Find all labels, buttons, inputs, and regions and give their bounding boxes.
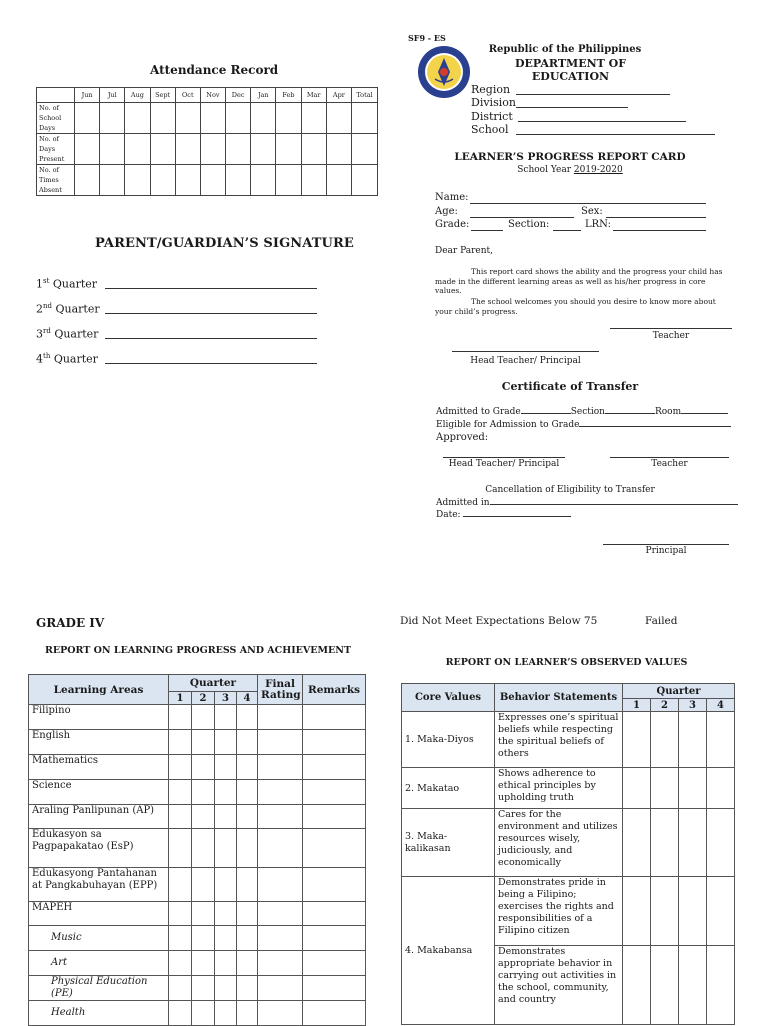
learning-area-row [29,780,366,805]
quarter-grade-cell[interactable] [237,951,258,976]
final-rating-cell[interactable] [258,902,303,926]
transfer-teacher-label: Teacher [651,459,688,469]
quarter-label: 3rd Quarter [36,327,99,341]
learning-area-name: Araling Panlipunan (AP) [29,805,169,829]
quarter-grade-cell[interactable] [215,829,237,868]
learning-areas-body [29,705,366,1026]
section-label: Section: [508,219,550,230]
quarter-grade-cell[interactable] [215,951,237,976]
eligible-label: Eligible for Admission to Grade [436,420,580,430]
learning-area-row [29,1001,366,1026]
admitted-in-row [436,498,738,508]
quarter-label: 4th Quarter [36,352,98,366]
transfer-section-field[interactable] [605,413,655,414]
month-header: Jun [75,88,100,103]
attendance-row-label: No. of Times Absent [37,165,75,196]
values-quarter-number: 2 [651,699,679,712]
month-header: Feb [276,88,301,103]
quarter-grade-cell[interactable] [215,730,237,755]
attendance-cell[interactable] [352,134,378,165]
quarter-grade-cell[interactable] [237,829,258,868]
head-teacher-label: Head Teacher/ Principal [470,356,581,366]
division-field[interactable] [516,107,628,108]
division-label: Division [471,96,516,109]
quarter-grade-cell[interactable] [169,780,192,805]
quarter-number: 3 [215,692,237,705]
signature-line[interactable] [105,338,317,339]
month-header: Aug [125,88,150,103]
region-field[interactable] [516,94,670,95]
month-header: Jan [251,88,276,103]
final-rating-cell[interactable] [258,705,303,730]
quarter-grade-cell[interactable] [215,705,237,730]
dear-parent: Dear Parent, [435,246,493,256]
remarks-cell[interactable] [303,951,366,976]
room-field[interactable] [681,413,728,414]
quarter-grade-cell[interactable] [237,755,258,780]
attendance-cell[interactable] [200,165,225,196]
learning-area-row [29,730,366,755]
attendance-header-row [37,88,378,103]
attendance-cell[interactable] [251,103,276,134]
transfer-section-label: Section [570,407,605,417]
quarter-grade-cell[interactable] [169,1001,192,1026]
final-rating-cell[interactable] [258,755,303,780]
final-rating-cell[interactable] [258,951,303,976]
grade-label: Grade: [435,219,470,230]
values-rating-cell[interactable] [679,712,707,768]
quarter-grade-cell[interactable] [215,805,237,829]
district-label: District [471,110,513,123]
core-value-row [402,877,735,946]
values-rating-cell[interactable] [623,768,651,809]
form-code: SF9 - ES [408,33,446,43]
teacher-signature-line[interactable] [610,328,732,329]
attendance-cell[interactable] [301,134,326,165]
learning-area-row [29,755,366,780]
eligible-row [436,420,731,430]
republic-heading: Republic of the Philippines [488,44,642,55]
transfer-head-signature-line[interactable] [443,457,565,458]
attendance-cell[interactable] [175,134,200,165]
quarter-grade-cell[interactable] [192,805,215,829]
final-rating-cell[interactable] [258,780,303,805]
attendance-cell[interactable] [352,165,378,196]
quarter-grade-cell[interactable] [215,868,237,902]
final-rating-cell[interactable] [258,805,303,829]
month-header: Sept [150,88,175,103]
section-field[interactable] [553,230,581,231]
final-rating-cell[interactable] [258,926,303,951]
attendance-cell[interactable] [352,103,378,134]
teacher-label: Teacher [652,331,690,341]
quarter-grade-cell[interactable] [237,805,258,829]
month-header: Oct [175,88,200,103]
attendance-cell[interactable] [175,165,200,196]
remarks-cell[interactable] [303,1001,366,1026]
values-rating-cell[interactable] [623,877,651,946]
cancellation-title: Cancellation of Eligibility to Transfer [485,485,655,495]
school-field[interactable] [516,134,715,135]
grade-level: GRADE IV [36,616,105,630]
quarter-grade-cell[interactable] [192,926,215,951]
learning-area-row [29,976,366,1001]
quarter-grade-cell[interactable] [237,705,258,730]
approved-label: Approved: [436,432,489,443]
month-header: Total [352,88,378,103]
values-rating-cell[interactable] [651,712,679,768]
quarter-label: 2nd Quarter [36,302,100,316]
learning-area-name: Filipino [29,705,169,730]
district-field[interactable] [518,121,686,122]
learning-areas-table [28,674,366,1026]
sex-field[interactable] [606,217,706,218]
remarks-cell[interactable] [303,730,366,755]
school-year-label: School Year [517,165,571,175]
quarter-grade-cell[interactable] [169,829,192,868]
quarter-grade-cell[interactable] [237,926,258,951]
letter-paragraph-2: The school welcomes you should you desire to know more about your child’s progress. [435,297,716,316]
month-header: Jul [100,88,125,103]
core-values-header: Core Values [402,684,495,712]
values-rating-cell[interactable] [651,946,679,1025]
remarks-cell[interactable] [303,829,366,868]
values-rating-cell[interactable] [651,809,679,877]
behavior-statements-header: Behavior Statements [495,684,623,712]
core-values-body [402,712,735,1025]
lrn-field[interactable] [613,230,706,231]
month-header: Dec [226,88,251,103]
attendance-table [36,87,378,196]
attendance-cell[interactable] [226,103,251,134]
school-label: School [471,123,509,136]
learning-area-name: English [29,730,169,755]
core-value-row [402,809,735,877]
quarter-grade-cell[interactable] [169,868,192,902]
age-field[interactable] [470,217,574,218]
school-year-value: 2019-2020 [573,165,623,175]
learning-area-name: Health [29,1001,169,1026]
learning-area-name: Mathematics [29,755,169,780]
quarter-grade-cell[interactable] [215,902,237,926]
quarter-grade-cell[interactable] [169,705,192,730]
values-rating-cell[interactable] [679,946,707,1025]
quarter-grade-cell[interactable] [237,902,258,926]
learning-area-name: Edukasyong Pantahanan at Pangkabuhayan (EPP) [29,868,169,902]
quarter-grade-cell[interactable] [192,755,215,780]
sex-label: Sex: [581,206,603,217]
attendance-cell[interactable] [150,165,175,196]
quarter-grade-cell[interactable] [215,976,237,1001]
values-rating-cell[interactable] [651,768,679,809]
signature-line[interactable] [105,313,317,314]
learning-area-name: MAPEH [29,902,169,926]
attendance-cell[interactable] [276,165,301,196]
legend-descriptor: Did Not Meet Expectations [400,615,545,627]
values-rating-cell[interactable] [707,809,735,877]
quarter-number: 1 [169,692,192,705]
quarter-grade-cell[interactable] [237,868,258,902]
attendance-row [37,165,378,196]
attendance-cell[interactable] [326,134,351,165]
quarter-grade-cell[interactable] [192,902,215,926]
letter-paragraph-1: This report card shows the ability and the progress your child has made in the different learning areas as well as his/her progress in core values. [435,267,723,295]
quarter-grade-cell[interactable] [215,1001,237,1026]
core-value-name: 4. Makabansa [402,877,495,1025]
core-value-name: 1. Maka-Diyos [402,712,495,768]
attendance-cell[interactable] [175,103,200,134]
quarter-grade-cell[interactable] [192,976,215,1001]
attendance-cell[interactable] [125,165,150,196]
remarks-cell[interactable] [303,755,366,780]
admitted-in-label: Admitted in [436,498,490,508]
remarks-cell[interactable] [303,780,366,805]
remarks-cell[interactable] [303,902,366,926]
learning-area-name: Edukasyon sa Pagpapakatao (EsP) [29,829,169,868]
attendance-cell[interactable] [251,165,276,196]
behavior-statement: Shows adherence to ethical principles by upholding truth [495,768,623,809]
attendance-title: Attendance Record [150,63,279,77]
attendance-cell[interactable] [125,134,150,165]
month-header: Mar [301,88,326,103]
final-rating-header: Final Rating [258,675,303,705]
final-rating-cell[interactable] [258,730,303,755]
lrn-label: LRN: [585,219,611,230]
attendance-row [37,134,378,165]
month-header: Apr [326,88,351,103]
values-quarter-number: 4 [707,699,735,712]
attendance-cell[interactable] [326,165,351,196]
quarter-grade-cell[interactable] [192,1001,215,1026]
attendance-cell[interactable] [125,103,150,134]
quarter-grade-cell[interactable] [237,730,258,755]
values-rating-cell[interactable] [623,946,651,1025]
quarter-grade-cell[interactable] [215,780,237,805]
learning-area-row [29,829,366,868]
head-signature-line[interactable] [452,351,599,352]
values-quarter-number: 3 [679,699,707,712]
attendance-cell[interactable] [200,134,225,165]
attendance-cell[interactable] [75,103,100,134]
attendance-cell[interactable] [75,134,100,165]
transfer-teacher-signature-line[interactable] [610,457,729,458]
admitted-grade-field[interactable] [521,413,571,414]
quarter-grade-cell[interactable] [169,926,192,951]
transfer-head-label: Head Teacher/ Principal [448,459,560,469]
learning-area-name: Science [29,780,169,805]
department-heading: DEPARTMENT OF EDUCATION [514,57,627,83]
behavior-statement: Demonstrates pride in being a Filipino; exercises the rights and responsibilities of a Filipino citizen [495,877,623,946]
grade-field[interactable] [471,230,503,231]
remarks-cell[interactable] [303,705,366,730]
final-rating-cell[interactable] [258,976,303,1001]
quarter-grade-cell[interactable] [237,1001,258,1026]
core-value-row [402,712,735,768]
quarter-number: 4 [237,692,258,705]
quarter-grade-cell[interactable] [192,730,215,755]
values-rating-cell[interactable] [623,712,651,768]
transfer-title: Certificate of Transfer [501,380,639,393]
values-report-title: REPORT ON LEARNER’S OBSERVED VALUES [445,657,688,668]
learning-areas-header: Learning Areas [29,675,169,705]
learning-area-name: Music [29,926,169,951]
principal-signature-line[interactable] [603,544,729,545]
quarter-grade-cell[interactable] [215,926,237,951]
learning-area-name: Art [29,951,169,976]
values-rating-cell[interactable] [679,768,707,809]
eligible-grade-field[interactable] [579,426,731,427]
date-field[interactable] [463,516,571,517]
final-rating-cell[interactable] [258,868,303,902]
principal-label: Principal [645,546,687,556]
core-value-row [402,768,735,809]
quarter-grade-cell[interactable] [237,780,258,805]
remarks-header: Remarks [303,675,366,705]
deped-seal-icon [417,45,471,99]
values-rating-cell[interactable] [707,946,735,1025]
parent-signature-title: PARENT/GUARDIAN’S SIGNATURE [95,236,354,251]
quarter-grade-cell[interactable] [192,951,215,976]
learning-area-row [29,951,366,976]
room-label: Room [654,407,682,417]
attendance-cell[interactable] [251,134,276,165]
attendance-cell[interactable] [301,165,326,196]
report-card-title: LEARNER’S PROGRESS REPORT CARD [454,151,686,163]
core-values-table [401,683,735,1025]
attendance-cell[interactable] [75,165,100,196]
signature-line[interactable] [105,288,317,289]
attendance-cell[interactable] [276,103,301,134]
age-label: Age: [435,206,458,217]
behavior-statement: Expresses one’s spiritual beliefs while respecting the spiritual beliefs of others [495,712,623,768]
values-rating-cell[interactable] [707,768,735,809]
attendance-cell[interactable] [226,165,251,196]
learning-area-row [29,805,366,829]
values-rating-cell[interactable] [707,712,735,768]
name-field[interactable] [470,203,706,204]
remarks-cell[interactable] [303,805,366,829]
values-rating-cell[interactable] [679,809,707,877]
admitted-to-grade [436,407,728,417]
attendance-row-label: No. of School Days [37,103,75,134]
attendance-cell[interactable] [226,134,251,165]
quarter-grade-cell[interactable] [237,976,258,1001]
learning-report-title: REPORT ON LEARNING PROGRESS AND ACHIEVEMENT [44,645,352,656]
attendance-cell[interactable] [326,103,351,134]
behavior-statement: Demonstrates appropriate behavior in carrying out activities in the school, community, and country [495,946,623,1025]
final-rating-cell[interactable] [258,829,303,868]
attendance-cell[interactable] [301,103,326,134]
attendance-cell[interactable] [100,165,125,196]
school-year [445,165,695,175]
quarter-grade-cell[interactable] [192,829,215,868]
quarter-grade-cell[interactable] [169,755,192,780]
attendance-cell[interactable] [100,103,125,134]
legend-remark: Failed [645,615,678,627]
learning-area-row [29,868,366,902]
quarter-grade-cell[interactable] [169,805,192,829]
name-label: Name: [435,192,469,203]
remarks-cell[interactable] [303,868,366,902]
admitted-label: Admitted to Grade [436,407,521,417]
quarter-grade-cell[interactable] [215,755,237,780]
legend-range: Below 75 [548,615,598,627]
core-value-name: 2. Makatao [402,768,495,809]
core-value-name: 3. Maka-kalikasan [402,809,495,877]
date-row [436,510,571,520]
attendance-row-label: No. of Days Present [37,134,75,165]
quarter-grade-cell[interactable] [192,780,215,805]
quarter-grade-cell[interactable] [192,868,215,902]
remarks-cell[interactable] [303,926,366,951]
attendance-row [37,103,378,134]
learning-area-row [29,926,366,951]
signature-line[interactable] [105,363,317,364]
date-label: Date: [436,510,461,520]
attendance-cell[interactable] [200,103,225,134]
values-rating-cell[interactable] [623,809,651,877]
quarter-grade-cell[interactable] [169,951,192,976]
quarter-grade-cell[interactable] [169,730,192,755]
quarter-number: 2 [192,692,215,705]
learning-area-name: Physical Education (PE) [29,976,169,1001]
remarks-cell[interactable] [303,976,366,1001]
region-label: Region [471,83,511,96]
values-quarter-number: 1 [623,699,651,712]
attendance-cell[interactable] [150,103,175,134]
attendance-corner-cell [37,88,75,103]
final-rating-cell[interactable] [258,1001,303,1026]
behavior-statement: Cares for the environment and utilizes resources wisely, judiciously, and economically [495,809,623,877]
values-rating-cell[interactable] [679,877,707,946]
quarter-grade-cell[interactable] [169,902,192,926]
attendance-cell[interactable] [276,134,301,165]
quarter-grade-cell[interactable] [169,976,192,1001]
quarter-header: Quarter [169,675,258,692]
attendance-cell[interactable] [100,134,125,165]
quarter-grade-cell[interactable] [192,705,215,730]
learning-area-row [29,902,366,926]
values-rating-cell[interactable] [707,877,735,946]
admitted-in-field[interactable] [490,504,738,505]
values-rating-cell[interactable] [651,877,679,946]
attendance-cell[interactable] [150,134,175,165]
learning-area-row [29,705,366,730]
values-quarter-header: Quarter [623,684,735,699]
quarter-label: 1st Quarter [36,277,98,291]
month-header: Nov [200,88,225,103]
